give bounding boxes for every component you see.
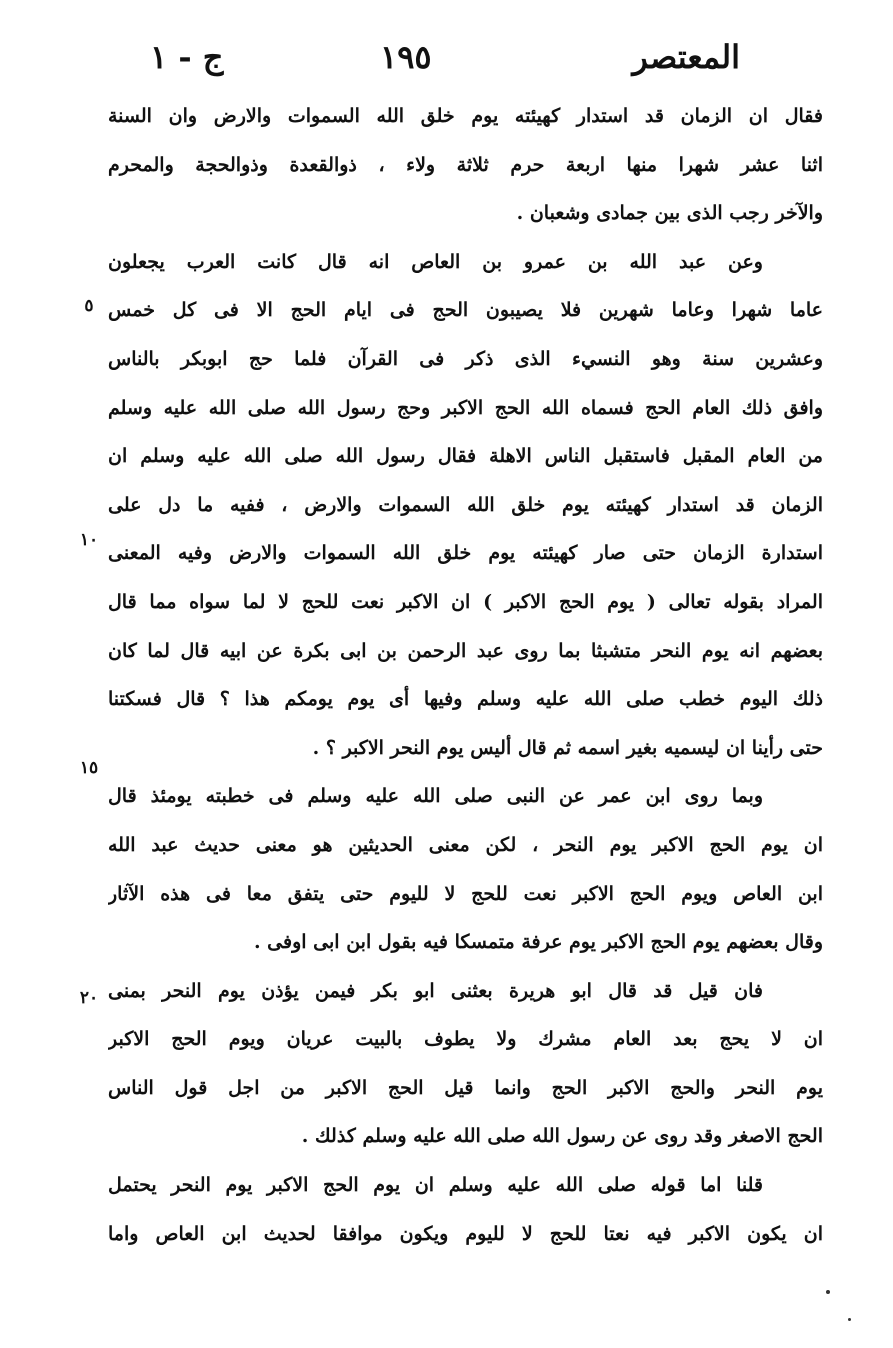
text-line: وعشرين سنة وهو النسيء الذى ذكر فى القرآن فلما حج ابوبكر بالناس [108, 347, 823, 370]
page-number: ١٩٥ [380, 38, 432, 76]
text-line: استدارة الزمان حتى صار كهيئته يوم خلق الله السموات والارض وفيه المعنى [108, 542, 823, 565]
text-line: قلنا اما قوله صلى الله عليه وسلم ان يوم الحج الاكبر يوم النحر يحتمل [108, 1174, 763, 1197]
text-line: ان يكون الاكبر فيه نعتا للحج لا لليوم ويكون موافقا لحديث ابن العاص واما [108, 1222, 823, 1245]
text-line: الحج الاصغر وقد روى عن رسول الله صلى الله عليه وسلم كذلك . [301, 1125, 823, 1148]
text-line: المراد بقوله تعالى ( يوم الحج الاكبر ) ان الاكبر نعت للحج لا لما سواه مما قال [108, 590, 823, 613]
text-line: اثنا عشر شهرا منها اربعة حرم ثلاثة ولاء ، ذوالقعدة وذوالحجة والمحرم [108, 153, 823, 176]
text-line: ذلك اليوم خطب صلى الله عليه وسلم وفيها أى يوم يومكم هذا ؟ قال فسكتنا [108, 688, 823, 711]
line-number-15: ١٥ [79, 758, 99, 778]
text-line: يوم النحر والحج الاكبر الحج وانما قيل الحج الاكبر من اجل قول الناس [108, 1076, 823, 1099]
book-title: المعتصر [632, 38, 740, 76]
text-line: ابن العاص ويوم الحج الاكبر نعت للحج لا لليوم حتى يتفق معا فى هذه الآثار [108, 882, 823, 905]
text-line: بعضهم انه يوم النحر متشبثا بما روى عبد الرحمن بن ابى بكرة عن ابيه قال لما كان [108, 639, 823, 662]
text-line: حتى رأينا ان ليسميه بغير اسمه ثم قال أليس يوم النحر الاكبر ؟ . [312, 736, 823, 759]
text-line: وافق ذلك العام الحج فسماه الله الحج الاكبر وحج رسول الله صلى الله عليه وسلم [108, 396, 823, 419]
paper-speck [848, 1318, 851, 1321]
text-line: وعن عبد الله بن عمرو بن العاص انه قال كانت العرب يجعلون [108, 250, 763, 273]
body-text [108, 92, 823, 1258]
page-header [140, 38, 740, 88]
line-number-10: ١٠ [79, 530, 99, 550]
text-line: فان قيل قد قال ابو هريرة بعثنى ابو بكر فيمن يؤذن يوم النحر بمنى [108, 979, 763, 1002]
paper-speck [826, 1290, 830, 1294]
line-number-20: ٢٠ [79, 988, 99, 1008]
text-line: وقال بعضهم يوم الحج الاكبر يوم عرفة متمسكا فيه بقول ابن ابى اوفى . [253, 931, 823, 954]
text-line: والآخر رجب الذى بين جمادى وشعبان . [516, 202, 823, 225]
text-line: وبما روى ابن عمر عن النبى صلى الله عليه وسلم فى خطبته يومئذ قال [108, 785, 763, 808]
text-line: ان لا يحج بعد العام مشرك ولا يطوف بالبيت عريان ويوم الحج الاكبر [108, 1028, 823, 1051]
text-line: من العام المقبل فاستقبل الناس الاهلة فقال رسول الله صلى الله عليه وسلم ان [108, 445, 823, 468]
volume-label: ج - ١ [150, 38, 224, 76]
text-line: عاما شهرا وعاما شهرين فلا يصيبون الحج فى ايام الحج الا فى كل خمس [108, 299, 823, 322]
text-line: الزمان قد استدار كهيئته يوم خلق الله السموات والارض ، ففيه ما دل على [108, 493, 823, 516]
line-number-5: ٥ [84, 296, 94, 316]
text-line: فقال ان الزمان قد استدار كهيئته يوم خلق الله السموات والارض وان السنة [108, 105, 823, 127]
text-line: ان يوم الحج الاكبر يوم النحر ، لكن معنى الحديثين هو معنى حديث عبد الله [108, 833, 823, 856]
